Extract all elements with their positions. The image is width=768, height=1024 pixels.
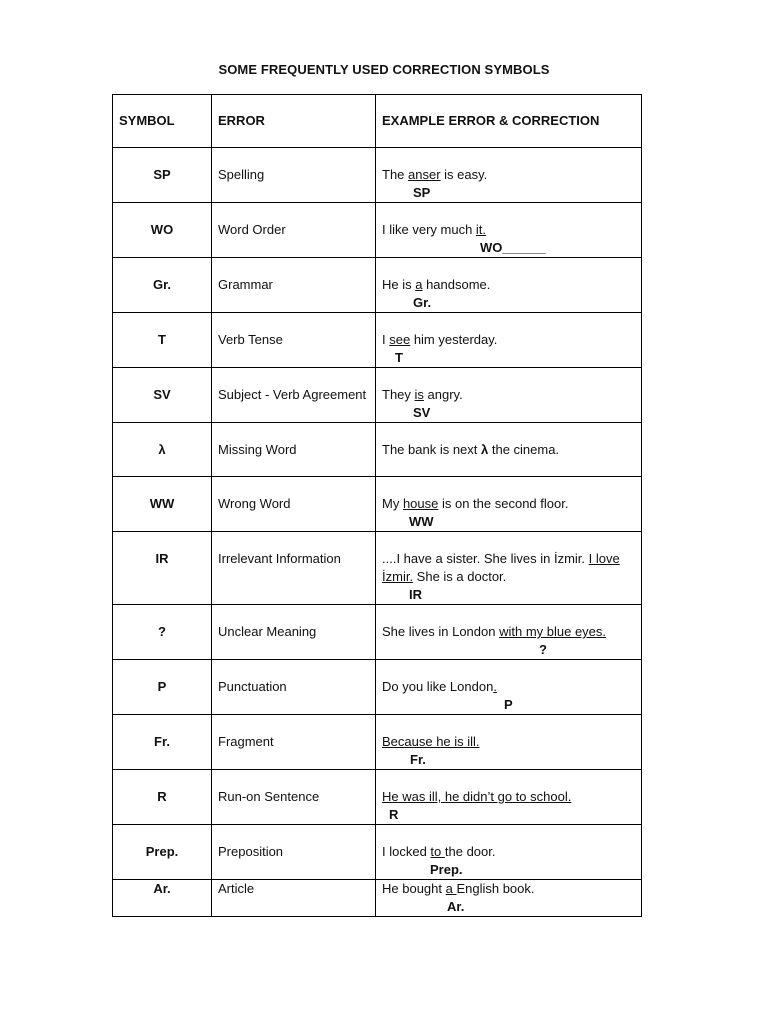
correction-mark: WO______ [480,240,546,255]
correction-mark: SP [413,185,431,200]
example-cell: ....I have a sister. She lives in İzmir. I love İzmir. She is a doctor. IR [382,532,635,604]
symbol-cell: T [158,332,166,347]
error-cell: Run-on Sentence [218,789,320,804]
table-row [113,660,642,715]
symbol-cell: Gr. [152,277,172,292]
example-cell: My house is on the second floor. WW [382,477,635,531]
correction-mark: Gr. [413,295,432,310]
example-cell: Do you like London. P [382,660,635,714]
symbol-cell: R [157,789,167,804]
symbol-cell: ? [158,624,166,639]
correction-mark: WW [409,514,434,529]
symbol-cell: WW [149,496,175,511]
error-cell: Spelling [218,167,265,182]
table-row [113,477,642,532]
correction-mark: Fr. [410,752,426,767]
table-row [113,203,642,258]
example-cell: She lives in London with my blue eyes. ? [382,605,635,659]
caret-mark: λ [481,442,489,457]
error-cell: Article [218,881,255,896]
error-cell: Preposition [218,844,284,859]
header-error: ERROR [212,95,376,148]
correction-mark: T [395,350,403,365]
table-row [113,368,642,423]
symbol-cell: WO [150,222,174,237]
table-row [113,715,642,770]
example-cell: They is angry. SV [382,368,635,422]
header-symbol: SYMBOL [113,95,212,148]
symbol-cell: Ar. [153,881,171,896]
error-cell: Fragment [218,734,274,749]
table-row [113,605,642,660]
error-cell: Punctuation [218,679,287,694]
example-cell: He is a handsome. Gr. [382,258,635,312]
table-row [113,880,642,917]
error-cell: Missing Word [218,442,297,457]
symbol-cell: P [157,679,167,694]
correction-mark: R [389,807,399,822]
correction-mark: Prep. [430,862,463,877]
example-cell: The bank is next λ the cinema. [382,442,560,457]
correction-symbols-table [112,94,642,917]
correction-mark: ? [539,642,547,657]
table-row [113,770,642,825]
table-header-row [113,95,642,148]
table-row [113,258,642,313]
table-row [113,148,642,203]
example-cell: I locked to the door. Prep. [382,825,635,879]
error-cell: Grammar [218,277,273,292]
table-row [113,532,642,605]
correction-mark: P [504,697,513,712]
example-cell: He was ill, he didn’t go to school. R [382,770,635,824]
page-title: SOME FREQUENTLY USED CORRECTION SYMBOLS [218,62,550,77]
example-cell: I like very much it. WO______ [382,203,635,257]
symbol-cell: SV [153,387,171,402]
table-row [113,825,642,880]
header-example: EXAMPLE ERROR & CORRECTION [376,95,642,148]
example-cell: He bought a English book. Ar. [382,880,635,916]
error-cell: Subject - Verb Agreement [218,387,367,402]
example-cell: I see him yesterday. T [382,313,635,367]
error-cell: Unclear Meaning [218,624,317,639]
error-cell: Verb Tense [218,332,283,347]
error-cell: Wrong Word [218,496,291,511]
correction-mark: Ar. [447,899,465,914]
example-cell: Because he is ill. Fr. [382,715,635,769]
symbol-cell: Prep. [145,844,179,859]
correction-mark: SV [413,405,431,420]
table-row [113,313,642,368]
correction-mark: IR [409,587,422,602]
example-cell: The anser is easy. SP [382,148,635,202]
error-cell: Word Order [218,222,286,237]
error-cell: Irrelevant Information [218,551,341,566]
symbol-cell: SP [153,167,171,182]
symbol-cell: λ [158,442,166,457]
symbol-cell: Fr. [154,734,170,749]
table-row [113,423,642,477]
symbol-cell: IR [155,551,169,566]
